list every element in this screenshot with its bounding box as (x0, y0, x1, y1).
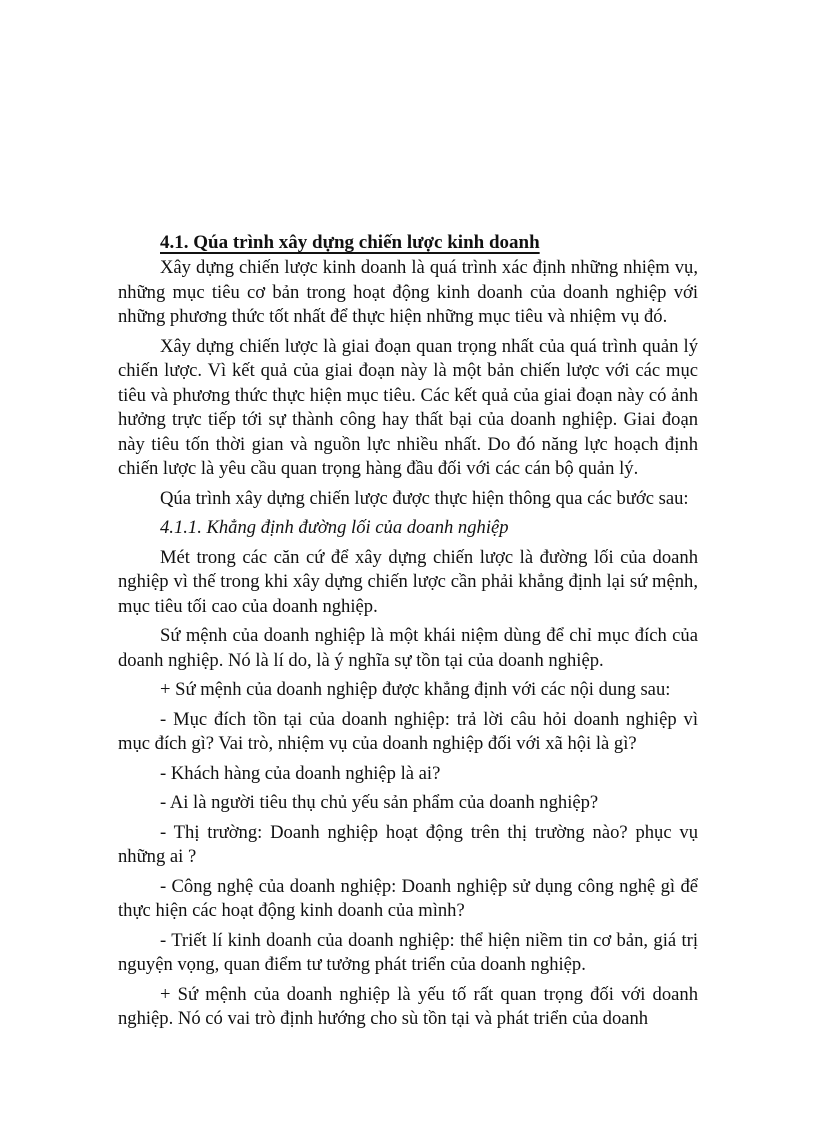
paragraph-definition: Xây dựng chiến lược kinh doanh là quá trình xác định những nhiệm vụ, những mục tiêu cơ bản trong hoạt động kinh doanh của doanh nghiệp với những phương thức tốt nhất để thực hiện những mục tiêu và nhiệm vụ đó. (118, 257, 698, 327)
paragraph-mission-importance: + Sứ mệnh của doanh nghiệp là yếu tố rất quan trọng đối với doanh nghiệp. Nó có vai trò định hướng cho sù tồn tại và phát triển của doanh (118, 983, 698, 1029)
list-item-purpose: - Mục đích tồn tại của doanh nghiệp: trả lời câu hỏi doanh nghiệp vì mục đích gì? Vai trò, nhiệm vụ của doanh nghiệp đối với xã hội là gì? (118, 708, 698, 754)
list-item-philosophy: - Triết lí kinh doanh của doanh nghiệp: thể hiện niềm tin cơ bản, giá trị nguyện vọng, quan điểm tư tưởng phát triển của doanh nghiệp. (118, 929, 698, 975)
subsection-heading: 4.1.1. Khẳng định đường lối của doanh nghiệp (160, 517, 509, 538)
list-item-technology: - Công nghệ của doanh nghiệp: Doanh nghiệp sử dụng công nghệ gì để thực hiện các hoạt động kinh doanh của mình? (118, 875, 698, 921)
paragraph-basis: Mét trong các căn cứ để xây dựng chiến lược là đường lối của doanh nghiệp vì thế trong khi xây dựng chiến lược cần phải khẳng định lại sứ mệnh, mục tiêu tối cao của doanh nghiệp. (118, 546, 698, 617)
list-item-market: - Thị trường: Doanh nghiệp hoạt động trên thị trường nào? phục vụ những ai ? (118, 821, 698, 867)
paragraph-mission-definition: Sứ mệnh của doanh nghiệp là một khái niệm dùng để chỉ mục đích của doanh nghiệp. Nó là lí do, là ý nghĩa sự tồn tại của doanh nghiệp. (118, 625, 698, 671)
list-item-consumers: - Ai là người tiêu thụ chủ yếu sản phẩm của doanh nghiệp? (160, 792, 599, 813)
paragraph-importance: Xây dựng chiến lược là giai đoạn quan trọng nhất của quá trình quản lý chiến lược. Vì kết quả của giai đoạn này là một bản chiến lược với các mục tiêu và phương thức thực hiện mục tiêu. Các kết quả của giai đoạn này có ảnh hưởng trực tiếp tới sự thành công hay thất bại của doanh nghiệp. Giai đoạn này tiêu tốn thời gian và nguồn lực nhiều nhất. Do đó năng lực hoạch định chiến lược là yêu cầu quan trọng hàng đầu đối với các cán bộ quản lý. (118, 335, 698, 479)
paragraph-mission-contents: + Sứ mệnh của doanh nghiệp được khẳng định với các nội dung sau: (160, 679, 671, 700)
document-body (118, 229, 698, 1037)
section-heading: 4.1. Qúa trình xây dựng chiến lược kinh doanh (160, 232, 540, 253)
list-item-customers: - Khách hàng của doanh nghiệp là ai? (160, 762, 441, 784)
paragraph-steps-intro: Qúa trình xây dựng chiến lược được thực hiện thông qua các bước sau: (160, 487, 689, 509)
